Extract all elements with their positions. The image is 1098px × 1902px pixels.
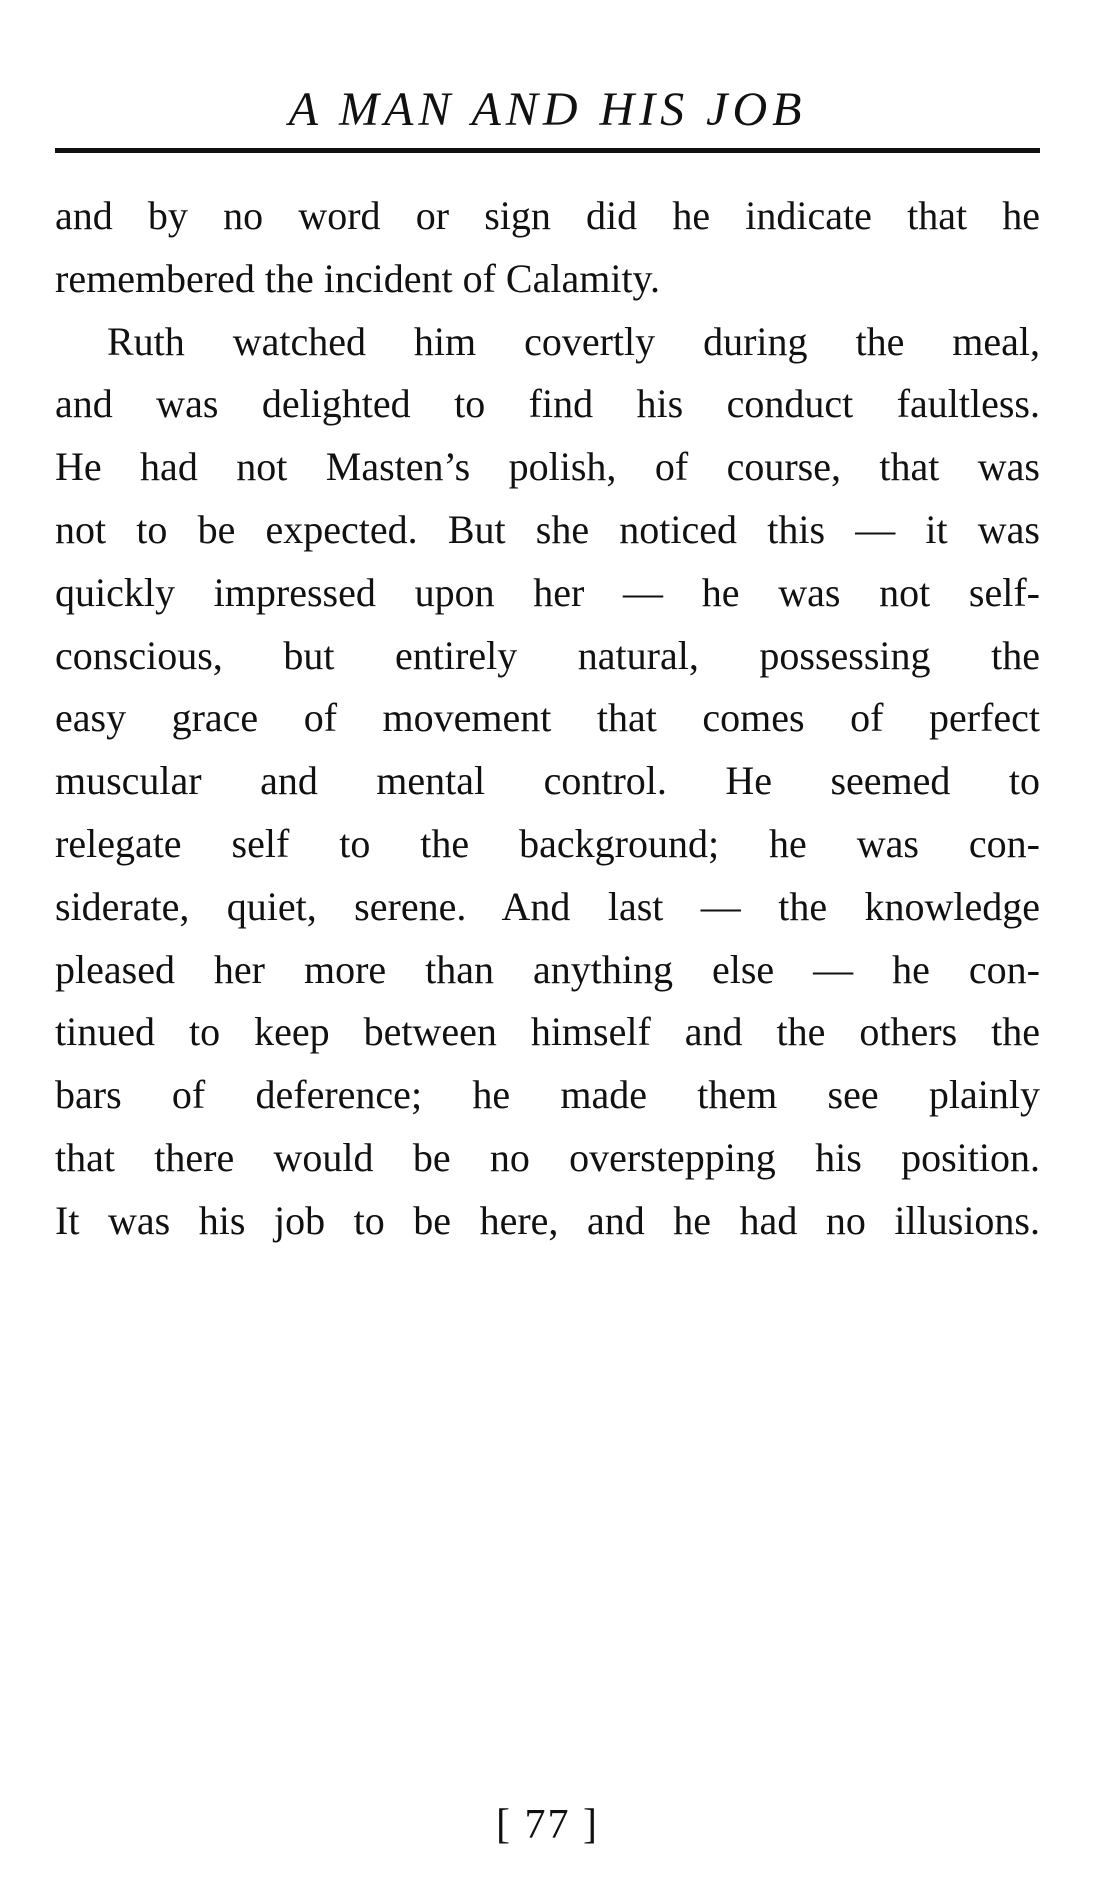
text-line: conscious, but entirely natural, possessing the <box>55 632 1040 678</box>
text-line: It was his job to be here, and he had no illusions. <box>55 1197 1040 1243</box>
paragraph-2 <box>55 311 1040 1253</box>
text-line: not to be expected. But she noticed this — it was <box>55 506 1040 552</box>
text-line: tinued to keep between himself and the others the <box>55 1009 1040 1055</box>
text-line: He had not Masten’s polish, of course, that was <box>55 444 1040 490</box>
header-rule <box>55 148 1040 153</box>
text-line: that there would be no overstepping his position. <box>55 1134 1040 1180</box>
text-line: and was delighted to find his conduct faultless. <box>55 381 1040 427</box>
text-line: quickly impressed upon her — he was not self- <box>55 569 1040 615</box>
paragraph-1 <box>55 185 1040 311</box>
body-text <box>55 185 1040 1253</box>
text-line: siderate, quiet, serene. And last — the knowledge <box>55 883 1040 929</box>
text-line: relegate self to the background; he was con- <box>55 820 1040 866</box>
running-head: A MAN AND HIS JOB <box>288 83 807 136</box>
text-line: and by no word or sign did he indicate that he <box>55 193 1040 238</box>
text-line: easy grace of movement that comes of perfect <box>55 695 1040 741</box>
text-line: pleased her more than anything else — he con- <box>55 946 1040 992</box>
text-line: bars of deference; he made them see plainly <box>55 1072 1040 1118</box>
page-number: [ 77 ] <box>496 1802 599 1848</box>
text-line: muscular and mental control. He seemed to <box>55 758 1040 804</box>
text-line: Ruth watched him covertly during the meal, <box>107 318 1040 364</box>
text-line: remembered the incident of Calamity. <box>55 255 660 301</box>
